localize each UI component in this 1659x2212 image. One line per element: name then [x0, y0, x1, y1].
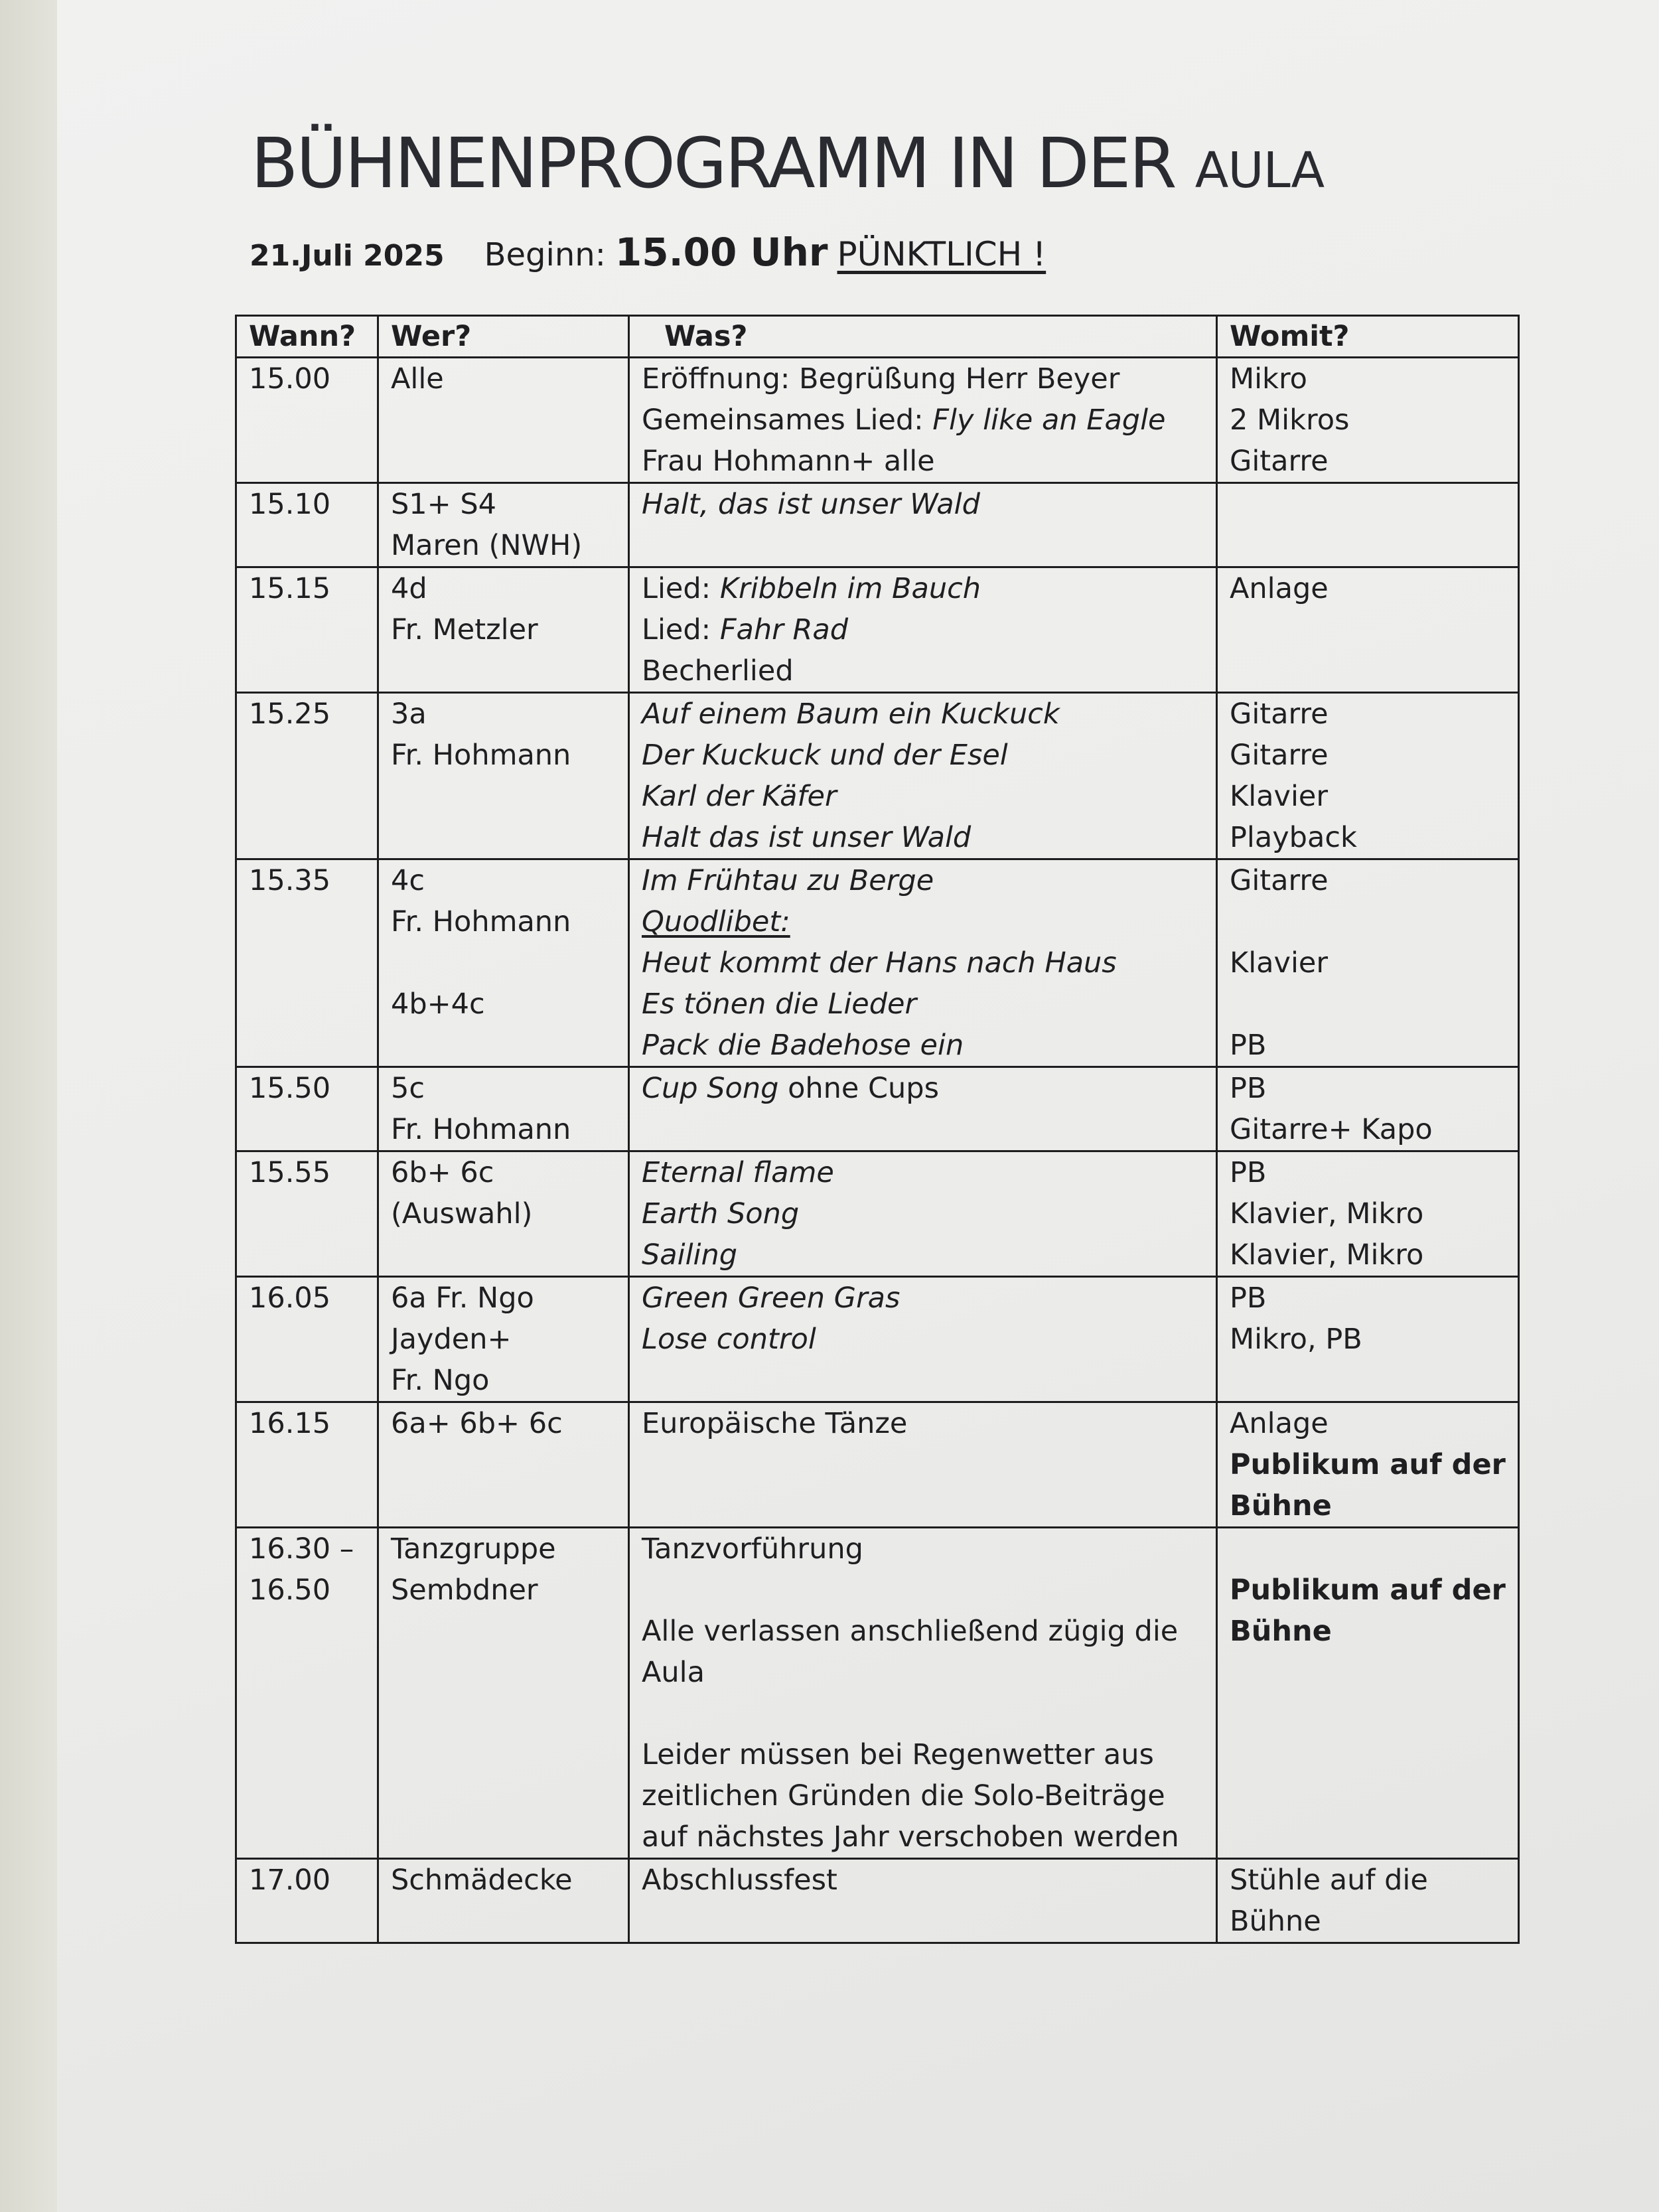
cell-line: Mikro [1230, 362, 1307, 396]
cell-line: 4b+4c [391, 988, 485, 1021]
cell-line: 15.50 [249, 1072, 331, 1105]
cell-was [629, 567, 1217, 693]
cell-wann [236, 567, 378, 693]
cell-line: 4d [391, 572, 427, 605]
page-title [251, 123, 1324, 210]
cell-line: Fr. Metzler [391, 613, 538, 646]
cell-wer [378, 483, 629, 567]
cell-line: 15.10 [249, 488, 331, 521]
cell-line: Jayden+ [391, 1323, 512, 1356]
cell-was [629, 859, 1217, 1067]
song-suffix: ohne Cups [778, 1072, 939, 1105]
cell-line: 4c [391, 864, 425, 897]
background-strip [0, 0, 57, 2212]
cell-line [642, 400, 1204, 441]
cell-line [642, 609, 1204, 650]
table-row [236, 859, 1519, 1067]
cell-line: Sembdner [391, 1574, 538, 1607]
cell-wer [378, 567, 629, 693]
cell-line: Maren (NWH) [391, 529, 583, 562]
table-row [236, 1067, 1519, 1151]
cell-wann [236, 1067, 378, 1151]
song-title: Halt, das ist unser Wald [642, 488, 980, 521]
cell-line: auf nächstes Jahr verschoben werden [642, 1820, 1179, 1854]
cell-line: Gitarre [1230, 864, 1329, 897]
start-time: 15.00 Uhr [614, 230, 828, 275]
cell-womit [1217, 693, 1519, 859]
header-womit: Womit? [1217, 316, 1519, 358]
cell-wer [378, 859, 629, 1067]
cell-was [629, 1151, 1217, 1277]
song-title: Fahr Rad [719, 613, 849, 646]
cell-line: Alle verlassen anschließend zügig die [642, 1615, 1179, 1648]
cell-was [629, 1277, 1217, 1402]
cell-line: Fr. Hohmann [391, 905, 571, 938]
song-title: Lose control [642, 1323, 816, 1356]
header-was: Was? [629, 316, 1217, 358]
cell-wann [236, 1528, 378, 1859]
blank-line [1230, 1528, 1506, 1570]
cell-line: PB [1230, 1072, 1267, 1105]
table-row [236, 483, 1519, 567]
cell-line: Gitarre [1230, 698, 1329, 731]
cell-wer [378, 1528, 629, 1859]
cell-wer [378, 1402, 629, 1528]
song-title: Im Frühtau zu Berge [642, 864, 934, 897]
table-row [236, 1859, 1519, 1943]
event-date: 21.Juli 2025 [250, 239, 445, 273]
cell-line: 6a+ 6b+ 6c [391, 1407, 563, 1440]
cell-line: 6b+ 6c [391, 1156, 494, 1189]
cell-wer [378, 693, 629, 859]
table-row [236, 1528, 1519, 1859]
table-row [236, 567, 1519, 693]
song-prefix: Lied: [642, 613, 720, 646]
table-row [236, 1402, 1519, 1528]
cell-womit [1217, 483, 1519, 567]
cell-line: Anlage [1230, 572, 1329, 605]
cell-womit [1217, 1067, 1519, 1151]
cell-line: Stühle auf die [1230, 1864, 1428, 1897]
cell-wer [378, 358, 629, 483]
cell-line: Klavier [1230, 780, 1329, 813]
cell-line: 6a Fr. Ngo [391, 1282, 534, 1315]
cell-line: Anlage [1230, 1407, 1329, 1440]
cell-was [629, 693, 1217, 859]
cell-line: Tanzvorführung [642, 1532, 863, 1566]
cell-was [629, 483, 1217, 567]
song-title: Auf einem Baum ein Kuckuck [642, 698, 1060, 731]
cell-line: 16.30 – [249, 1532, 354, 1566]
cell-line: 15.55 [249, 1156, 331, 1189]
song-title: Halt das ist unser Wald [642, 821, 972, 854]
cell-wann [236, 859, 378, 1067]
song-title: Kribbeln im Bauch [719, 572, 981, 605]
cell-womit [1217, 859, 1519, 1067]
table-header-row [236, 316, 1519, 358]
cell-line: 17.00 [249, 1864, 331, 1897]
song-prefix: Lied: [642, 572, 720, 605]
blank-line [1230, 984, 1506, 1025]
cell-line: Klavier, Mikro [1230, 1238, 1424, 1272]
cell-line: Tanzgruppe [391, 1532, 556, 1566]
cell-line: 15.00 [249, 362, 331, 396]
title-main: BÜHNENPROGRAMM IN DER [251, 123, 1175, 204]
table-row [236, 358, 1519, 483]
cell-was [629, 1067, 1217, 1151]
medley-label: Quodlibet: [642, 905, 790, 938]
cell-line: 16.50 [249, 1574, 331, 1607]
cell-line: 15.25 [249, 698, 331, 731]
song-prefix: Gemeinsames Lied: [642, 404, 933, 437]
cell-line [642, 568, 1204, 609]
cell-line: Europäische Tänze [642, 1407, 908, 1440]
header-wann: Wann? [236, 316, 378, 358]
cell-line: Playback [1230, 821, 1357, 854]
blank-line [391, 942, 616, 984]
punctual-note: PÜNKTLICH ! [837, 235, 1046, 273]
cell-womit [1217, 1859, 1519, 1943]
cell-line: Abschlussfest [642, 1864, 837, 1897]
cell-line: Fr. Hohmann [391, 739, 571, 772]
cell-line: PB [1230, 1156, 1267, 1189]
song-title: Earth Song [642, 1197, 800, 1230]
cell-wann [236, 1402, 378, 1528]
cell-was [629, 1528, 1217, 1859]
cell-line: PB [1230, 1029, 1267, 1062]
cell-line: PB [1230, 1282, 1267, 1315]
song-title: Cup Song [642, 1072, 779, 1105]
cell-line: Klavier [1230, 946, 1329, 980]
table-row [236, 1151, 1519, 1277]
cell-wer [378, 1277, 629, 1402]
cell-line: Leider müssen bei Regenwetter aus [642, 1738, 1154, 1771]
cell-wann [236, 1859, 378, 1943]
cell-line: 3a [391, 698, 427, 731]
song-title: Fly like an Eagle [932, 404, 1166, 437]
title-small: AULA [1194, 142, 1325, 199]
cell-wann [236, 358, 378, 483]
cell-line: 15.35 [249, 864, 331, 897]
song-title: Green Green Gras [642, 1282, 901, 1315]
cell-line: Gitarre [1230, 739, 1329, 772]
cell-line: 15.15 [249, 572, 331, 605]
program-table [235, 315, 1520, 1944]
song-title: Heut kommt der Hans nach Haus [642, 946, 1117, 980]
cell-line: Bühne [1230, 1905, 1321, 1938]
cell-womit [1217, 1151, 1519, 1277]
cell-line: (Auswahl) [391, 1197, 533, 1230]
cell-wann [236, 1277, 378, 1402]
blank-line [642, 1693, 1204, 1734]
cell-line: 5c [391, 1072, 425, 1105]
audience-note: Publikum auf der [1230, 1574, 1506, 1607]
song-title: Der Kuckuck und der Esel [642, 739, 1008, 772]
cell-wann [236, 693, 378, 859]
song-title: Eternal flame [642, 1156, 834, 1189]
cell-line: Eröffnung: Begrüßung Herr Beyer [642, 362, 1120, 396]
blank-line [642, 1570, 1204, 1611]
cell-line: 2 Mikros [1230, 404, 1350, 437]
cell-wer [378, 1067, 629, 1151]
header-wer: Wer? [378, 316, 629, 358]
cell-was [629, 358, 1217, 483]
cell-was [629, 1859, 1217, 1943]
table-row [236, 1277, 1519, 1402]
cell-line: Mikro, PB [1230, 1323, 1362, 1356]
cell-line: Gitarre [1230, 445, 1329, 478]
song-title: Karl der Käfer [642, 780, 837, 813]
cell-line: Becherlied [642, 654, 794, 688]
event-info [250, 226, 1046, 283]
table-row [236, 693, 1519, 859]
cell-line: Alle [391, 362, 444, 396]
start-label: Beginn: [484, 236, 606, 273]
cell-wann [236, 483, 378, 567]
cell-womit [1217, 1277, 1519, 1402]
cell-line: 16.15 [249, 1407, 331, 1440]
cell-womit [1217, 358, 1519, 483]
song-title: Sailing [642, 1238, 738, 1272]
cell-was [629, 1402, 1217, 1528]
cell-line: Fr. Hohmann [391, 1113, 571, 1146]
audience-note: Publikum auf der [1230, 1448, 1506, 1481]
cell-wer [378, 1859, 629, 1943]
cell-line: Aula [642, 1656, 705, 1689]
cell-line: Gitarre+ Kapo [1230, 1113, 1433, 1146]
cell-wer [378, 1151, 629, 1277]
cell-line [642, 1068, 1204, 1109]
cell-womit [1217, 1402, 1519, 1528]
cell-wann [236, 1151, 378, 1277]
song-title: Pack die Badehose ein [642, 1029, 964, 1062]
cell-line: Fr. Ngo [391, 1364, 490, 1397]
cell-line: Frau Hohmann+ alle [642, 445, 935, 478]
blank-line [1230, 901, 1506, 942]
audience-note: Bühne [1230, 1615, 1332, 1648]
cell-line: 16.05 [249, 1282, 331, 1315]
cell-line: S1+ S4 [391, 488, 497, 521]
cell-womit [1217, 1528, 1519, 1859]
cell-line: Klavier, Mikro [1230, 1197, 1424, 1230]
audience-note: Bühne [1230, 1489, 1332, 1522]
cell-line: zeitlichen Gründen die Solo-Beiträge [642, 1779, 1165, 1812]
cell-line: Schmädecke [391, 1864, 573, 1897]
song-title: Es tönen die Lieder [642, 988, 917, 1021]
cell-womit [1217, 567, 1519, 693]
